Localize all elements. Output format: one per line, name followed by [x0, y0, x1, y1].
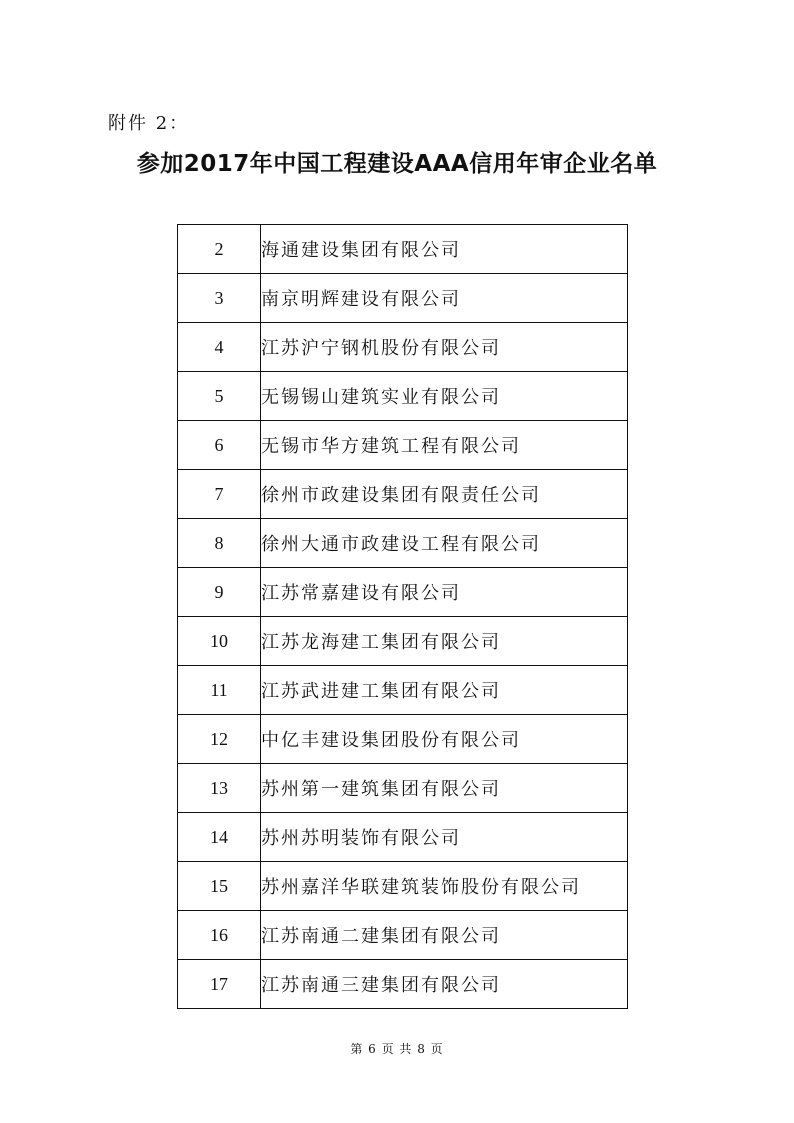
page-footer: 第 6 页 共 8 页	[350, 1042, 444, 1056]
row-number: 16	[178, 911, 261, 960]
table-row	[178, 568, 628, 617]
table-row	[178, 519, 628, 568]
table-row	[178, 323, 628, 372]
row-number: 8	[178, 519, 261, 568]
table-row	[178, 813, 628, 862]
row-number: 17	[178, 960, 261, 1009]
row-number: 10	[178, 617, 261, 666]
company-name: 苏州嘉洋华联建筑装饰股份有限公司	[261, 862, 628, 911]
company-name: 苏州苏明装饰有限公司	[261, 813, 628, 862]
company-name: 苏州第一建筑集团有限公司	[261, 764, 628, 813]
row-number: 9	[178, 568, 261, 617]
table-row	[178, 715, 628, 764]
table-row	[178, 666, 628, 715]
table-row	[178, 862, 628, 911]
table-row	[178, 225, 628, 274]
company-name: 中亿丰建设集团股份有限公司	[261, 715, 628, 764]
company-name: 海通建设集团有限公司	[261, 225, 628, 274]
table-row	[178, 274, 628, 323]
company-name: 徐州市政建设集团有限责任公司	[261, 470, 628, 519]
row-number: 12	[178, 715, 261, 764]
attachment-label: 附件 2：	[108, 113, 190, 134]
row-number: 11	[178, 666, 261, 715]
company-name: 江苏龙海建工集团有限公司	[261, 617, 628, 666]
company-name: 江苏南通二建集团有限公司	[261, 911, 628, 960]
company-list-table	[177, 224, 628, 1009]
company-name: 江苏武进建工集团有限公司	[261, 666, 628, 715]
table-row	[178, 421, 628, 470]
table-row	[178, 911, 628, 960]
table-row	[178, 470, 628, 519]
table-row	[178, 764, 628, 813]
company-name: 无锡市华方建筑工程有限公司	[261, 421, 628, 470]
company-list-body	[178, 225, 628, 1009]
company-name: 江苏沪宁钢机股份有限公司	[261, 323, 628, 372]
company-name: 无锡锡山建筑实业有限公司	[261, 372, 628, 421]
row-number: 14	[178, 813, 261, 862]
row-number: 15	[178, 862, 261, 911]
row-number: 3	[178, 274, 261, 323]
row-number: 5	[178, 372, 261, 421]
company-name: 南京明辉建设有限公司	[261, 274, 628, 323]
table-row	[178, 617, 628, 666]
company-name: 江苏南通三建集团有限公司	[261, 960, 628, 1009]
row-number: 4	[178, 323, 261, 372]
row-number: 6	[178, 421, 261, 470]
row-number: 2	[178, 225, 261, 274]
row-number: 13	[178, 764, 261, 813]
row-number: 7	[178, 470, 261, 519]
company-name: 江苏常嘉建设有限公司	[261, 568, 628, 617]
table-row	[178, 372, 628, 421]
company-name: 徐州大通市政建设工程有限公司	[261, 519, 628, 568]
table-row	[178, 960, 628, 1009]
document-title: 参加2017年中国工程建设AAA信用年审企业名单	[136, 151, 658, 177]
